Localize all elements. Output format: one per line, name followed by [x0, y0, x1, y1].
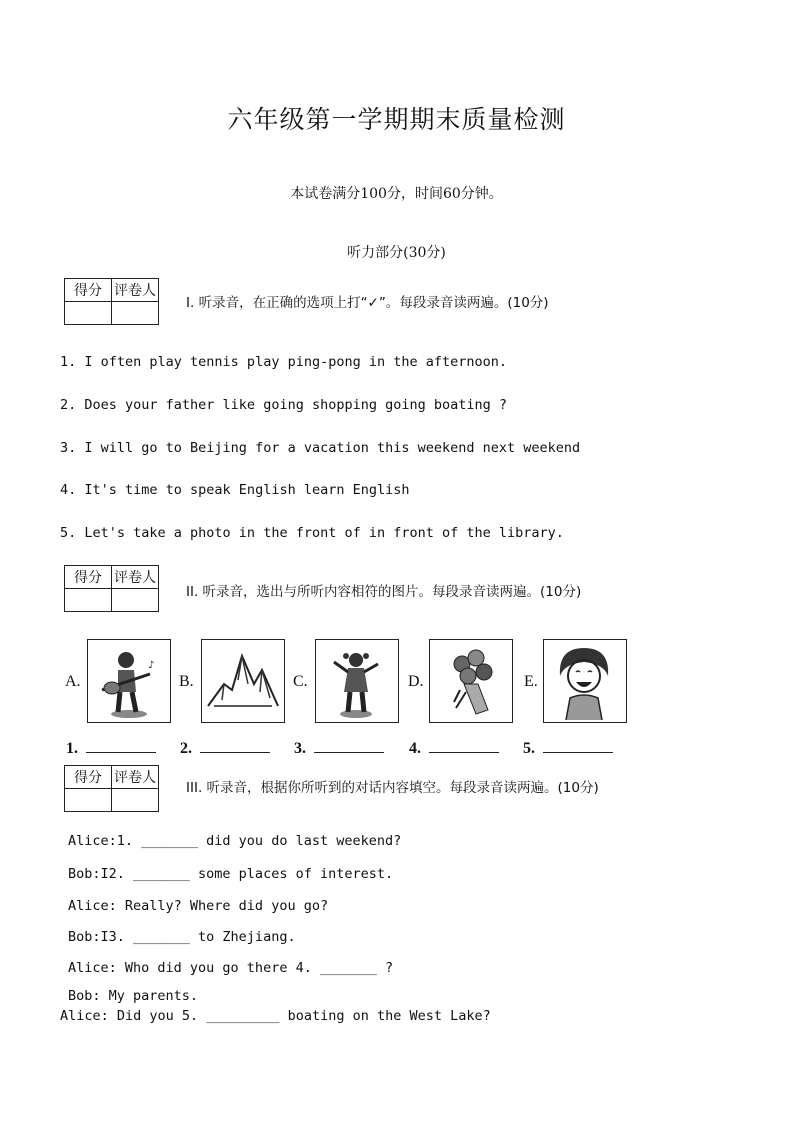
answer-blank-2[interactable]	[200, 738, 270, 753]
mountains-icon	[201, 639, 285, 723]
dialogue-line-1: Alice:1. _______ did you do last weekend?	[68, 833, 402, 849]
dialogue-line-6: Bob: My parents.	[68, 988, 199, 1004]
score-cell[interactable]	[65, 589, 112, 612]
exam-info: 本试卷满分100分，时间60分钟。	[290, 186, 503, 202]
question-5: 5. Let's take a photo in the front of in front of the library.	[60, 525, 564, 541]
girl-dancing-icon	[315, 639, 399, 723]
grader-label: 评卷人	[112, 566, 159, 589]
picture-d-letter: D.	[408, 673, 424, 690]
section1-heading: I. 听录音，在正确的选项上打“✓”。每段录音读两遍。(10分)	[186, 295, 549, 311]
question-1: 1. I often play tennis play ping-pong in the afternoon.	[60, 354, 508, 370]
listening-section-header: 听力部分(30分)	[347, 245, 446, 261]
laughing-woman-icon	[543, 639, 627, 723]
score-box-3	[64, 765, 159, 812]
score-label: 得分	[65, 566, 112, 589]
section2-heading: II. 听录音，选出与所听内容相符的图片。每段录音读两遍。(10分)	[186, 584, 582, 600]
picture-a-letter: A.	[65, 673, 81, 690]
score-label: 得分	[65, 279, 112, 302]
grader-cell[interactable]	[112, 789, 159, 812]
answer-blank-5[interactable]	[543, 738, 613, 753]
score-label: 得分	[65, 766, 112, 789]
score-box-1	[64, 278, 159, 325]
answer-blank-3[interactable]	[314, 738, 384, 753]
flower-bouquet-icon	[429, 639, 513, 723]
picture-e-letter: E.	[524, 673, 538, 690]
answer-5: 5.	[523, 738, 613, 758]
answer-1: 1.	[66, 738, 156, 758]
dialogue-line-5: Alice: Who did you go there 4. _______ ?	[68, 960, 394, 976]
picture-b-letter: B.	[179, 673, 194, 690]
grader-cell[interactable]	[112, 302, 159, 325]
grader-cell[interactable]	[112, 589, 159, 612]
answer-2: 2.	[180, 738, 270, 758]
answer-4: 4.	[409, 738, 499, 758]
dialogue-line-3: Alice: Really? Where did you go?	[68, 898, 329, 914]
score-cell[interactable]	[65, 789, 112, 812]
dialogue-line-2: Bob:I2. _______ some places of interest.	[68, 866, 394, 882]
svg-text:♪: ♪	[148, 660, 155, 671]
dialogue-line-4: Bob:I3. _______ to Zhejiang.	[68, 929, 296, 945]
section3-heading: III. 听录音，根据你所听到的对话内容填空。每段录音读两遍。(10分)	[186, 780, 599, 796]
dialogue-line-7: Alice: Did you 5. _________ boating on the West Lake?	[60, 1008, 491, 1024]
boy-playing-guitar-icon	[87, 639, 171, 723]
answer-3: 3.	[294, 738, 384, 758]
question-4: 4. It's time to speak English learn English	[60, 482, 410, 498]
score-cell[interactable]	[65, 302, 112, 325]
answer-blank-1[interactable]	[86, 738, 156, 753]
grader-label: 评卷人	[112, 279, 159, 302]
grader-label: 评卷人	[112, 766, 159, 789]
question-3: 3. I will go to Beijing for a vacation this weekend next weekend	[60, 440, 581, 456]
score-box-2	[64, 565, 159, 612]
page-title: 六年级第一学期期末质量检测	[227, 105, 566, 134]
picture-c-letter: C.	[293, 673, 308, 690]
question-2: 2. Does your father like going shopping going boating ?	[60, 397, 508, 413]
answer-blank-4[interactable]	[429, 738, 499, 753]
